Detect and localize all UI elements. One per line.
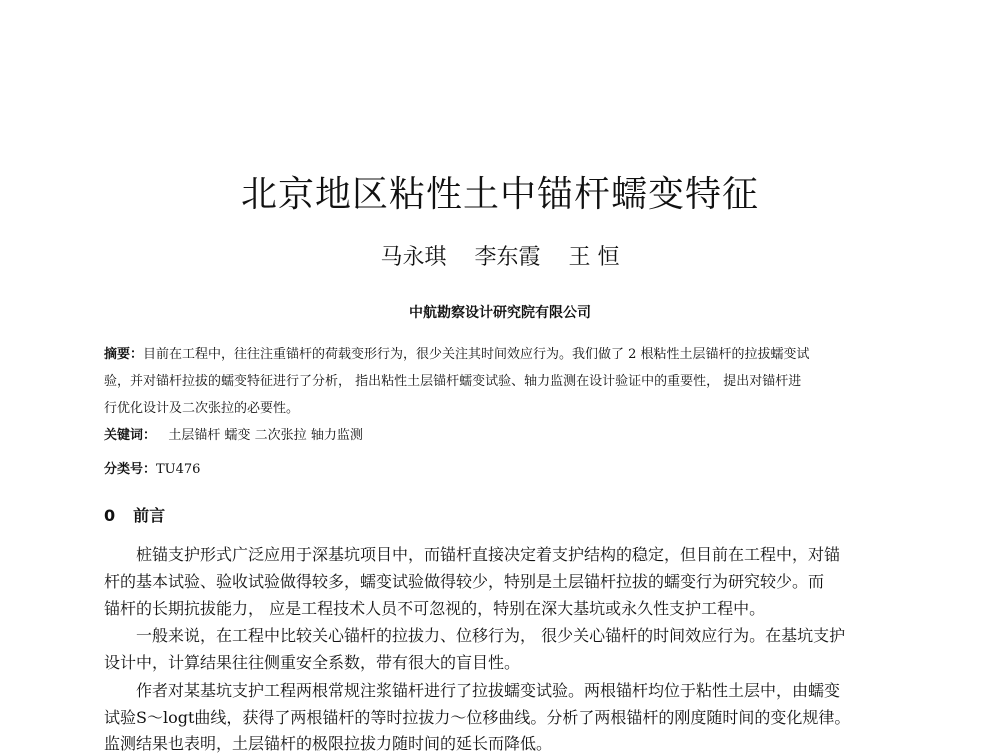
classification-label: 分类号： bbox=[104, 462, 157, 477]
body-line: 监测结果也表明，土层锚杆的极限拉拔力随时间的延长而降低。 bbox=[104, 734, 553, 753]
author-list bbox=[0, 240, 1000, 271]
paper-title: 北京地区粘性土中锚杆蠕变特征 bbox=[240, 174, 759, 215]
keywords-label: 关键词： bbox=[104, 428, 157, 443]
author-name: 王 恒 bbox=[568, 245, 620, 270]
body-line: 一般来说，在工程中比较关心锚杆的拉拔力、位移行为， 很少关心锚杆的时间效应行为。在基坑支护 bbox=[104, 626, 846, 645]
author-name: 马永琪 bbox=[380, 245, 447, 270]
abstract-label: 摘要： bbox=[104, 347, 144, 362]
affiliation: 中航勘察设计研究院有限公司 bbox=[409, 305, 591, 321]
body-line: 试验S～logt曲线，获得了两根锚杆的等时拉拔力～位移曲线。分析了两根锚杆的刚度随时间的变化规律。 bbox=[104, 708, 851, 727]
body-line: 设计中，计算结果往往侧重安全系数，带有很大的盲目性。 bbox=[104, 653, 521, 672]
abstract-text: 目前在工程中，往往注重锚杆的荷载变形行为，很少关注其时间效应行为。我们做了 2 根粘性土层锚杆的拉拔蠕变试 bbox=[143, 347, 810, 362]
body-line: 杆的基本试验、验收试验做得较多，蠕变试验做得较少，特别是土层锚杆拉拔的蠕变行为研究较少。而 bbox=[104, 572, 825, 591]
author-name: 李东霞 bbox=[474, 245, 541, 270]
section-heading bbox=[104, 503, 165, 526]
section-number: 0 bbox=[104, 506, 116, 525]
abstract-line: 行优化设计及二次张拉的必要性。 bbox=[104, 401, 300, 416]
keywords-text: 土层锚杆 蠕变 二次张拉 轴力监测 bbox=[168, 428, 363, 443]
abstract-line: 验，并对锚杆拉拔的蠕变特征进行了分析， 指出粘性土层锚杆蠕变试验、轴力监测在设计验证中的重要性， 提出对锚杆进 bbox=[104, 374, 802, 389]
classification-line bbox=[104, 458, 200, 477]
body-line: 锚杆的长期抗拔能力， 应是工程技术人员不可忽视的，特别在深大基坑或永久性支护工程中。 bbox=[104, 599, 766, 618]
body-line: 桩锚支护形式广泛应用于深基坑项目中，而锚杆直接决定着支护结构的稳定，但目前在工程中，对锚 bbox=[104, 545, 841, 564]
keywords-line bbox=[104, 424, 363, 443]
abstract-line bbox=[104, 343, 810, 362]
classification-text: TU476 bbox=[156, 462, 201, 477]
body-line: 作者对某基坑支护工程两根常规注浆锚杆进行了拉拔蠕变试验。两根锚杆均位于粘性土层中，由蠕变 bbox=[104, 681, 841, 700]
section-title: 前言 bbox=[133, 506, 166, 525]
